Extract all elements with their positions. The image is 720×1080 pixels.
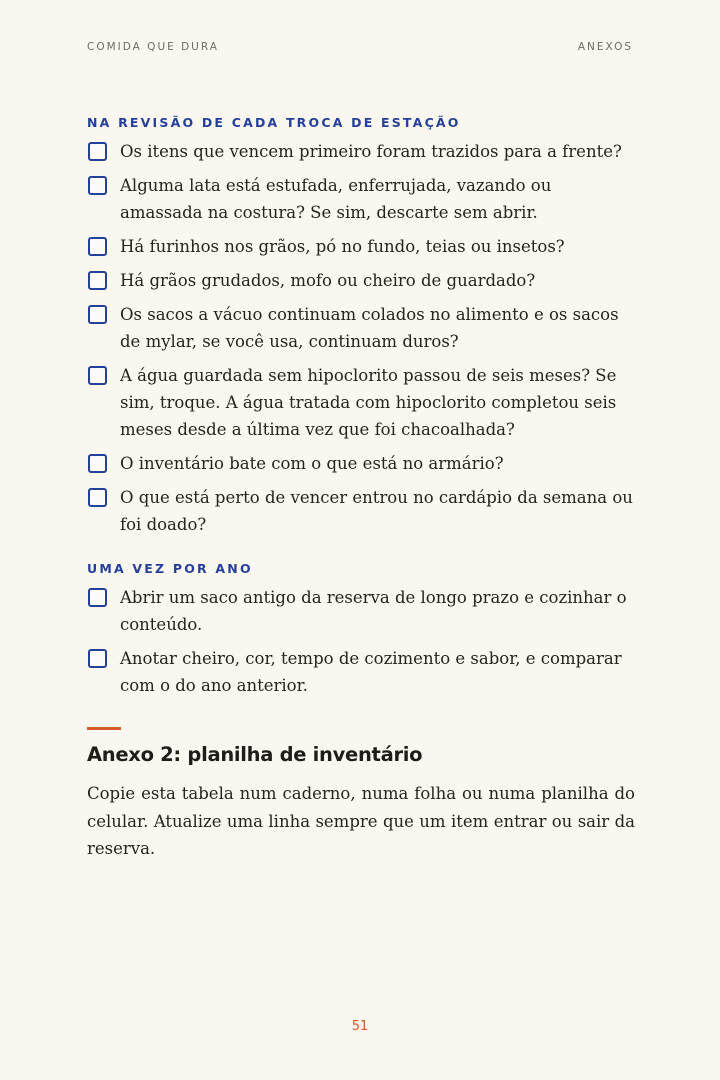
- checkbox[interactable]: [88, 271, 107, 290]
- section-heading-yearly: UMA VEZ POR ANO: [87, 561, 253, 576]
- annex-paragraph: Copie esta tabela num caderno, numa folha ou numa planilha do celular. Atualize uma linha sempre que um item entrar ou sair da reserva.: [87, 784, 635, 858]
- checkbox[interactable]: [88, 237, 107, 256]
- checkbox[interactable]: [88, 488, 107, 507]
- checklist-item: [87, 645, 635, 699]
- checkbox[interactable]: [88, 649, 107, 668]
- chapter-title: ANEXOS: [577, 41, 633, 53]
- checklist-item-text: Há grãos grudados, mofo ou cheiro de guardado?: [120, 271, 536, 290]
- checklist-item: [87, 301, 635, 355]
- checkbox[interactable]: [88, 588, 107, 607]
- section-heading-seasonal: NA REVISÃO DE CADA TROCA DE ESTAÇÃO: [87, 115, 461, 130]
- checklist-item-text: Abrir um saco antigo da reserva de longo prazo e cozinhar o conteúdo.: [120, 588, 627, 634]
- yearly-checklist: [87, 584, 635, 699]
- checkbox[interactable]: [88, 454, 107, 473]
- checklist-item: [87, 172, 635, 226]
- checkbox[interactable]: [88, 176, 107, 195]
- checklist-item-text: Anotar cheiro, cor, tempo de cozimento e sabor, e comparar com o do ano anterior.: [120, 649, 622, 695]
- checkbox[interactable]: [88, 366, 107, 385]
- annex-title: Anexo 2: planilha de inventário: [87, 743, 423, 766]
- checklist-item-text: Há furinhos nos grãos, pó no fundo, teias ou insetos?: [120, 237, 565, 256]
- seasonal-checklist: [87, 138, 635, 538]
- checkbox[interactable]: [88, 305, 107, 324]
- checkbox[interactable]: [88, 142, 107, 161]
- checklist-item-text: Alguma lata está estufada, enferrujada, vazando ou amassada na costura? Se sim, descarte sem abrir.: [120, 176, 552, 222]
- checklist-item-text: A água guardada sem hipoclorito passou de seis meses? Se sim, troque. A água tratada com hipoclorito completou seis meses desde a última vez que foi chacoalhada?: [120, 366, 617, 439]
- checklist-item: [87, 362, 635, 443]
- checklist-item: [87, 584, 635, 638]
- page-content: [87, 114, 635, 863]
- checklist-item: [87, 450, 635, 477]
- checklist-item: [87, 138, 635, 165]
- checklist-item: [87, 233, 635, 260]
- checklist-item-text: O inventário bate com o que está no armário?: [120, 454, 504, 473]
- page-number: 51: [351, 1019, 369, 1034]
- section-divider: [87, 727, 121, 730]
- checklist-item-text: O que está perto de vencer entrou no cardápio da semana ou foi doado?: [120, 488, 633, 534]
- checklist-item: [87, 484, 635, 538]
- checklist-item-text: Os sacos a vácuo continuam colados no alimento e os sacos de mylar, se você usa, continuam duros?: [120, 305, 619, 351]
- checklist-item: [87, 267, 635, 294]
- book-title: COMIDA QUE DURA: [87, 41, 219, 53]
- checklist-item-text: Os itens que vencem primeiro foram trazidos para a frente?: [120, 142, 622, 161]
- running-header: [87, 41, 633, 53]
